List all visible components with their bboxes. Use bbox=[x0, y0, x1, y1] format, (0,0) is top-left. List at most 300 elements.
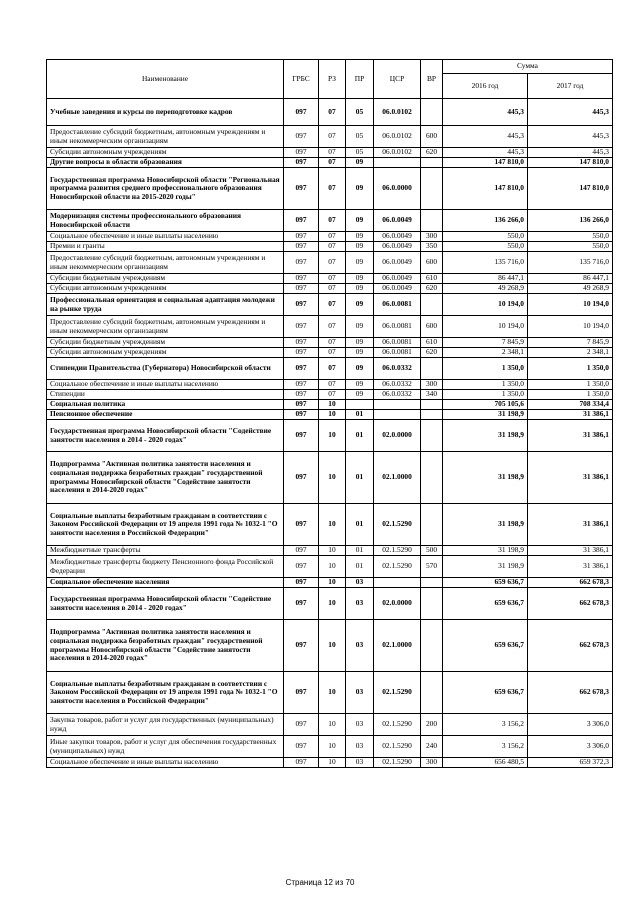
table-row bbox=[47, 714, 613, 736]
row-pr: 03 bbox=[346, 736, 374, 758]
table-row bbox=[47, 242, 613, 252]
table-row bbox=[47, 294, 613, 316]
table-row bbox=[47, 758, 613, 768]
row-pr: 01 bbox=[346, 556, 374, 578]
table-row bbox=[47, 390, 613, 400]
row-rz: 10 bbox=[319, 620, 346, 672]
row-rz: 07 bbox=[319, 274, 346, 284]
row-name: Субсидии автономным учреждениям bbox=[47, 148, 284, 158]
row-amount-2017: 31 386,1 bbox=[528, 452, 613, 504]
row-csr: 02.1.5290 bbox=[374, 546, 421, 556]
row-pr: 03 bbox=[346, 758, 374, 768]
row-name: Межбюджетные трансферты bbox=[47, 546, 284, 556]
row-name: Подпрограмма "Активная политика занятости населения и социальная поддержка безработных граждан" государственной программы Новосибирской области "Содействие занятости населения в 2014-2020 годах" bbox=[47, 620, 284, 672]
row-name: Социальные выплаты безработным гражданам в соответствии с Законом Российской Федерации от 19 апреля 1991 года № 1032-1 "О занятости населения в Российской Федерации" bbox=[47, 672, 284, 714]
row-amount-2016: 136 266,0 bbox=[443, 210, 528, 232]
row-amount-2017: 136 266,0 bbox=[528, 210, 613, 232]
row-amount-2017: 10 194,0 bbox=[528, 316, 613, 338]
row-vr: 620 bbox=[421, 148, 443, 158]
row-vr: 300 bbox=[421, 232, 443, 242]
row-rz: 10 bbox=[319, 758, 346, 768]
row-name: Государственная программа Новосибирской области "Содействие занятости населения в 2014 - 2020 годах" bbox=[47, 588, 284, 620]
row-amount-2016: 49 268,9 bbox=[443, 284, 528, 294]
row-amount-2017: 662 678,3 bbox=[528, 588, 613, 620]
row-amount-2017: 10 194,0 bbox=[528, 294, 613, 316]
row-rz: 07 bbox=[319, 316, 346, 338]
row-pr: 01 bbox=[346, 452, 374, 504]
table-row bbox=[47, 232, 613, 242]
row-csr: 02.1.0000 bbox=[374, 452, 421, 504]
row-rz: 10 bbox=[319, 546, 346, 556]
row-pr: 09 bbox=[346, 168, 374, 210]
header-name: Наименование bbox=[47, 60, 284, 99]
row-amount-2017: 86 447,1 bbox=[528, 274, 613, 284]
row-name: Социальная политика bbox=[47, 400, 284, 410]
row-pr: 09 bbox=[346, 358, 374, 380]
row-rz: 07 bbox=[319, 148, 346, 158]
table-row bbox=[47, 736, 613, 758]
row-name: Субсидии автономным учреждениям bbox=[47, 284, 284, 294]
row-vr bbox=[421, 420, 443, 452]
row-pr: 09 bbox=[346, 232, 374, 242]
table-row bbox=[47, 338, 613, 348]
budget-table bbox=[46, 59, 613, 768]
row-grbs: 097 bbox=[284, 99, 319, 126]
row-pr: 09 bbox=[346, 252, 374, 274]
row-vr: 600 bbox=[421, 126, 443, 148]
row-grbs: 097 bbox=[284, 578, 319, 588]
row-pr: 09 bbox=[346, 242, 374, 252]
table-row bbox=[47, 316, 613, 338]
row-name: Субсидии бюджетным учреждениям bbox=[47, 274, 284, 284]
row-vr bbox=[421, 620, 443, 672]
row-grbs: 097 bbox=[284, 242, 319, 252]
row-grbs: 097 bbox=[284, 348, 319, 358]
row-amount-2017: 550,0 bbox=[528, 232, 613, 242]
row-amount-2017: 662 678,3 bbox=[528, 620, 613, 672]
row-grbs: 097 bbox=[284, 420, 319, 452]
row-vr bbox=[421, 672, 443, 714]
row-csr bbox=[374, 410, 421, 420]
row-grbs: 097 bbox=[284, 672, 319, 714]
row-rz: 10 bbox=[319, 672, 346, 714]
row-csr: 06.0.0049 bbox=[374, 242, 421, 252]
row-rz: 07 bbox=[319, 210, 346, 232]
row-pr: 09 bbox=[346, 390, 374, 400]
row-rz: 07 bbox=[319, 242, 346, 252]
row-pr: 05 bbox=[346, 126, 374, 148]
row-amount-2016: 550,0 bbox=[443, 232, 528, 242]
row-vr bbox=[421, 588, 443, 620]
row-name: Социальное обеспечение и иные выплаты населению bbox=[47, 232, 284, 242]
row-amount-2016: 705 105,6 bbox=[443, 400, 528, 410]
row-amount-2017: 1 350,0 bbox=[528, 390, 613, 400]
row-csr: 06.0.0081 bbox=[374, 294, 421, 316]
row-vr bbox=[421, 210, 443, 232]
row-vr bbox=[421, 400, 443, 410]
table-header bbox=[47, 60, 613, 99]
row-grbs: 097 bbox=[284, 274, 319, 284]
row-name: Закупка товаров, работ и услуг для государственных (муниципальных) нужд bbox=[47, 714, 284, 736]
table-row bbox=[47, 420, 613, 452]
row-csr bbox=[374, 400, 421, 410]
table-row bbox=[47, 504, 613, 546]
row-csr: 02.1.5290 bbox=[374, 714, 421, 736]
row-csr: 06.0.0049 bbox=[374, 252, 421, 274]
row-vr: 570 bbox=[421, 556, 443, 578]
table-row bbox=[47, 380, 613, 390]
row-amount-2016: 31 198,9 bbox=[443, 410, 528, 420]
row-csr: 06.0.0049 bbox=[374, 284, 421, 294]
row-csr: 02.1.5290 bbox=[374, 736, 421, 758]
table-row bbox=[47, 210, 613, 232]
table-row bbox=[47, 148, 613, 158]
row-name: Субсидии бюджетным учреждениям bbox=[47, 338, 284, 348]
row-pr: 09 bbox=[346, 284, 374, 294]
row-amount-2017: 1 350,0 bbox=[528, 358, 613, 380]
row-pr: 09 bbox=[346, 274, 374, 284]
row-rz: 10 bbox=[319, 578, 346, 588]
row-rz: 07 bbox=[319, 294, 346, 316]
row-rz: 10 bbox=[319, 410, 346, 420]
row-rz: 07 bbox=[319, 338, 346, 348]
row-csr: 02.1.5290 bbox=[374, 556, 421, 578]
row-csr: 02.0.0000 bbox=[374, 420, 421, 452]
row-vr bbox=[421, 410, 443, 420]
row-name: Межбюджетные трансферты бюджету Пенсионного фонда Российской Федерации bbox=[47, 556, 284, 578]
row-amount-2017: 550,0 bbox=[528, 242, 613, 252]
row-pr: 03 bbox=[346, 714, 374, 736]
row-amount-2016: 1 350,0 bbox=[443, 390, 528, 400]
row-amount-2016: 31 198,9 bbox=[443, 546, 528, 556]
row-amount-2016: 10 194,0 bbox=[443, 294, 528, 316]
row-vr bbox=[421, 294, 443, 316]
row-pr: 03 bbox=[346, 672, 374, 714]
row-grbs: 097 bbox=[284, 556, 319, 578]
row-csr: 06.0.0102 bbox=[374, 126, 421, 148]
row-pr: 09 bbox=[346, 380, 374, 390]
row-csr: 06.0.0000 bbox=[374, 168, 421, 210]
row-amount-2016: 7 845,9 bbox=[443, 338, 528, 348]
row-amount-2017: 31 386,1 bbox=[528, 546, 613, 556]
row-vr bbox=[421, 504, 443, 546]
row-rz: 10 bbox=[319, 420, 346, 452]
row-pr bbox=[346, 400, 374, 410]
row-rz: 07 bbox=[319, 168, 346, 210]
row-csr: 06.0.0049 bbox=[374, 274, 421, 284]
row-pr: 05 bbox=[346, 99, 374, 126]
table-row bbox=[47, 410, 613, 420]
row-vr: 340 bbox=[421, 390, 443, 400]
row-amount-2016: 445,3 bbox=[443, 126, 528, 148]
row-csr: 06.0.0332 bbox=[374, 358, 421, 380]
table-row bbox=[47, 578, 613, 588]
row-amount-2017: 662 678,3 bbox=[528, 672, 613, 714]
row-pr: 09 bbox=[346, 316, 374, 338]
row-rz: 07 bbox=[319, 390, 346, 400]
row-name: Социальное обеспечение и иные выплаты населению bbox=[47, 380, 284, 390]
row-pr: 01 bbox=[346, 420, 374, 452]
row-amount-2016: 3 156,2 bbox=[443, 714, 528, 736]
row-pr: 01 bbox=[346, 504, 374, 546]
row-grbs: 097 bbox=[284, 210, 319, 232]
row-pr: 09 bbox=[346, 158, 374, 168]
row-grbs: 097 bbox=[284, 252, 319, 274]
row-vr: 610 bbox=[421, 274, 443, 284]
row-csr: 06.0.0081 bbox=[374, 316, 421, 338]
row-grbs: 097 bbox=[284, 284, 319, 294]
row-rz: 07 bbox=[319, 99, 346, 126]
row-rz: 07 bbox=[319, 126, 346, 148]
row-pr: 09 bbox=[346, 348, 374, 358]
row-vr: 500 bbox=[421, 546, 443, 556]
row-name: Стипендии bbox=[47, 390, 284, 400]
row-amount-2016: 147 810,0 bbox=[443, 168, 528, 210]
row-name: Социальные выплаты безработным гражданам в соответствии с Законом Российской Федерации от 19 апреля 1991 года № 1032-1 "О занятости населения в Российской Федерации" bbox=[47, 504, 284, 546]
row-grbs: 097 bbox=[284, 294, 319, 316]
row-csr: 06.0.0102 bbox=[374, 148, 421, 158]
row-amount-2017: 659 372,3 bbox=[528, 758, 613, 768]
row-name: Подпрограмма "Активная политика занятости населения и социальная поддержка безработных граждан" государственной программы Новосибирской области "Содействие занятости населения в 2014-2020 годах" bbox=[47, 452, 284, 504]
row-amount-2017: 31 386,1 bbox=[528, 556, 613, 578]
row-amount-2016: 135 716,0 bbox=[443, 252, 528, 274]
header-sum: Сумма bbox=[443, 60, 613, 74]
table-row bbox=[47, 452, 613, 504]
row-grbs: 097 bbox=[284, 338, 319, 348]
row-amount-2017: 2 348,1 bbox=[528, 348, 613, 358]
row-rz: 10 bbox=[319, 452, 346, 504]
row-pr: 05 bbox=[346, 148, 374, 158]
table-row bbox=[47, 168, 613, 210]
header-rz: РЗ bbox=[319, 60, 346, 99]
row-rz: 10 bbox=[319, 400, 346, 410]
row-grbs: 097 bbox=[284, 400, 319, 410]
row-vr: 350 bbox=[421, 242, 443, 252]
row-rz: 10 bbox=[319, 736, 346, 758]
table-row bbox=[47, 126, 613, 148]
row-amount-2017: 49 268,9 bbox=[528, 284, 613, 294]
row-amount-2016: 31 198,9 bbox=[443, 504, 528, 546]
row-vr: 620 bbox=[421, 284, 443, 294]
row-amount-2016: 659 636,7 bbox=[443, 620, 528, 672]
row-csr: 06.0.0102 bbox=[374, 99, 421, 126]
row-vr: 200 bbox=[421, 714, 443, 736]
row-rz: 07 bbox=[319, 284, 346, 294]
row-amount-2016: 445,3 bbox=[443, 148, 528, 158]
row-csr: 06.0.0049 bbox=[374, 232, 421, 242]
row-name: Иные закупки товаров, работ и услуг для обеспечения государственных (муниципальных) нужд bbox=[47, 736, 284, 758]
row-csr: 02.1.0000 bbox=[374, 620, 421, 672]
row-grbs: 097 bbox=[284, 380, 319, 390]
row-vr: 620 bbox=[421, 348, 443, 358]
row-csr: 02.1.5290 bbox=[374, 504, 421, 546]
row-grbs: 097 bbox=[284, 714, 319, 736]
row-vr bbox=[421, 99, 443, 126]
row-vr bbox=[421, 358, 443, 380]
row-pr: 09 bbox=[346, 294, 374, 316]
row-grbs: 097 bbox=[284, 736, 319, 758]
row-amount-2016: 31 198,9 bbox=[443, 452, 528, 504]
row-rz: 07 bbox=[319, 158, 346, 168]
header-year-2017: 2017 год bbox=[528, 74, 613, 99]
table-row bbox=[47, 158, 613, 168]
row-amount-2017: 3 306,0 bbox=[528, 714, 613, 736]
row-amount-2017: 3 306,0 bbox=[528, 736, 613, 758]
row-amount-2016: 1 350,0 bbox=[443, 380, 528, 390]
row-name: Модернизация системы профессионального образования Новосибирской области bbox=[47, 210, 284, 232]
table-body bbox=[47, 99, 613, 768]
table-row bbox=[47, 588, 613, 620]
header-grbs: ГРБС bbox=[284, 60, 319, 99]
row-amount-2016: 3 156,2 bbox=[443, 736, 528, 758]
row-csr: 06.0.0332 bbox=[374, 390, 421, 400]
row-vr: 300 bbox=[421, 380, 443, 390]
row-rz: 07 bbox=[319, 380, 346, 390]
row-rz: 10 bbox=[319, 588, 346, 620]
page-footer: Страница 12 из 70 bbox=[285, 878, 355, 887]
table-row bbox=[47, 358, 613, 380]
row-amount-2016: 656 480,5 bbox=[443, 758, 528, 768]
row-amount-2017: 135 716,0 bbox=[528, 252, 613, 274]
row-amount-2017: 445,3 bbox=[528, 148, 613, 158]
row-amount-2016: 147 810,0 bbox=[443, 158, 528, 168]
table-row bbox=[47, 274, 613, 284]
row-amount-2017: 1 350,0 bbox=[528, 380, 613, 390]
header-vr: ВР bbox=[421, 60, 443, 99]
row-grbs: 097 bbox=[284, 410, 319, 420]
row-amount-2016: 2 348,1 bbox=[443, 348, 528, 358]
table-row bbox=[47, 348, 613, 358]
row-csr: 06.0.0332 bbox=[374, 380, 421, 390]
row-csr: 02.1.5290 bbox=[374, 672, 421, 714]
table-row bbox=[47, 99, 613, 126]
row-name: Предоставление субсидий бюджетным, автономным учреждениям и иным некоммерческим организациям bbox=[47, 316, 284, 338]
row-vr bbox=[421, 452, 443, 504]
row-rz: 07 bbox=[319, 252, 346, 274]
row-vr: 600 bbox=[421, 252, 443, 274]
row-name: Социальное обеспечение населения bbox=[47, 578, 284, 588]
row-amount-2017: 31 386,1 bbox=[528, 420, 613, 452]
table-row bbox=[47, 556, 613, 578]
table-row bbox=[47, 284, 613, 294]
row-amount-2016: 659 636,7 bbox=[443, 588, 528, 620]
row-grbs: 097 bbox=[284, 316, 319, 338]
row-grbs: 097 bbox=[284, 758, 319, 768]
row-amount-2017: 445,3 bbox=[528, 126, 613, 148]
row-rz: 07 bbox=[319, 348, 346, 358]
row-amount-2016: 1 350,0 bbox=[443, 358, 528, 380]
row-rz: 07 bbox=[319, 358, 346, 380]
row-name: Предоставление субсидий бюджетным, автономным учреждениям и иным некоммерческим организациям bbox=[47, 126, 284, 148]
row-amount-2017: 31 386,1 bbox=[528, 504, 613, 546]
row-vr: 610 bbox=[421, 338, 443, 348]
row-pr: 01 bbox=[346, 546, 374, 556]
row-pr: 03 bbox=[346, 578, 374, 588]
header-pr: ПР bbox=[346, 60, 374, 99]
row-grbs: 097 bbox=[284, 588, 319, 620]
row-csr: 06.0.0081 bbox=[374, 338, 421, 348]
header-csr: ЦСР bbox=[374, 60, 421, 99]
row-name: Стипендии Правительства (Губернатора) Новосибирской области bbox=[47, 358, 284, 380]
row-name: Учебные заведения и курсы по переподготовке кадров bbox=[47, 99, 284, 126]
row-csr: 06.0.0081 bbox=[374, 348, 421, 358]
row-rz: 10 bbox=[319, 504, 346, 546]
row-name: Другие вопросы в области образования bbox=[47, 158, 284, 168]
row-amount-2016: 31 198,9 bbox=[443, 556, 528, 578]
row-name: Государственная программа Новосибирской области "Содействие занятости населения в 2014 - 2020 годах" bbox=[47, 420, 284, 452]
row-vr bbox=[421, 158, 443, 168]
row-grbs: 097 bbox=[284, 546, 319, 556]
row-amount-2016: 10 194,0 bbox=[443, 316, 528, 338]
row-pr: 09 bbox=[346, 210, 374, 232]
table-row bbox=[47, 252, 613, 274]
row-grbs: 097 bbox=[284, 620, 319, 672]
row-csr: 02.0.0000 bbox=[374, 588, 421, 620]
row-pr: 09 bbox=[346, 338, 374, 348]
row-vr bbox=[421, 168, 443, 210]
row-vr: 300 bbox=[421, 758, 443, 768]
row-vr: 600 bbox=[421, 316, 443, 338]
table-row bbox=[47, 672, 613, 714]
row-amount-2016: 659 636,7 bbox=[443, 672, 528, 714]
row-name: Премии и гранты bbox=[47, 242, 284, 252]
row-grbs: 097 bbox=[284, 168, 319, 210]
row-name: Предоставление субсидий бюджетным, автономным учреждениям и иным некоммерческим организациям bbox=[47, 252, 284, 274]
row-name: Пенсионное обеспечение bbox=[47, 410, 284, 420]
row-grbs: 097 bbox=[284, 148, 319, 158]
table-row bbox=[47, 620, 613, 672]
row-amount-2017: 708 334,4 bbox=[528, 400, 613, 410]
row-amount-2016: 86 447,1 bbox=[443, 274, 528, 284]
row-amount-2017: 147 810,0 bbox=[528, 158, 613, 168]
row-pr: 01 bbox=[346, 410, 374, 420]
row-amount-2017: 147 810,0 bbox=[528, 168, 613, 210]
row-grbs: 097 bbox=[284, 232, 319, 242]
row-amount-2017: 31 386,1 bbox=[528, 410, 613, 420]
row-grbs: 097 bbox=[284, 390, 319, 400]
row-csr: 02.1.5290 bbox=[374, 758, 421, 768]
row-grbs: 097 bbox=[284, 452, 319, 504]
row-name: Социальное обеспечение и иные выплаты населению bbox=[47, 758, 284, 768]
row-rz: 10 bbox=[319, 714, 346, 736]
row-amount-2016: 659 636,7 bbox=[443, 578, 528, 588]
row-amount-2016: 445,3 bbox=[443, 99, 528, 126]
row-amount-2016: 31 198,9 bbox=[443, 420, 528, 452]
row-pr: 03 bbox=[346, 620, 374, 672]
row-grbs: 097 bbox=[284, 504, 319, 546]
row-name: Субсидии автономным учреждениям bbox=[47, 348, 284, 358]
row-amount-2017: 7 845,9 bbox=[528, 338, 613, 348]
row-csr bbox=[374, 158, 421, 168]
table-row bbox=[47, 546, 613, 556]
row-grbs: 097 bbox=[284, 158, 319, 168]
row-csr bbox=[374, 578, 421, 588]
row-grbs: 097 bbox=[284, 126, 319, 148]
row-vr: 240 bbox=[421, 736, 443, 758]
row-csr: 06.0.0049 bbox=[374, 210, 421, 232]
row-vr bbox=[421, 578, 443, 588]
row-name: Государственная программа Новосибирской области "Региональная программа развития среднего профессионального образования Новосибирской области на 2015-2020 годы" bbox=[47, 168, 284, 210]
row-pr: 03 bbox=[346, 588, 374, 620]
row-amount-2017: 662 678,3 bbox=[528, 578, 613, 588]
row-grbs: 097 bbox=[284, 358, 319, 380]
header-year-2016: 2016 год bbox=[443, 74, 528, 99]
row-amount-2017: 445,3 bbox=[528, 99, 613, 126]
table-row bbox=[47, 400, 613, 410]
row-amount-2016: 550,0 bbox=[443, 242, 528, 252]
row-rz: 07 bbox=[319, 232, 346, 242]
row-rz: 10 bbox=[319, 556, 346, 578]
